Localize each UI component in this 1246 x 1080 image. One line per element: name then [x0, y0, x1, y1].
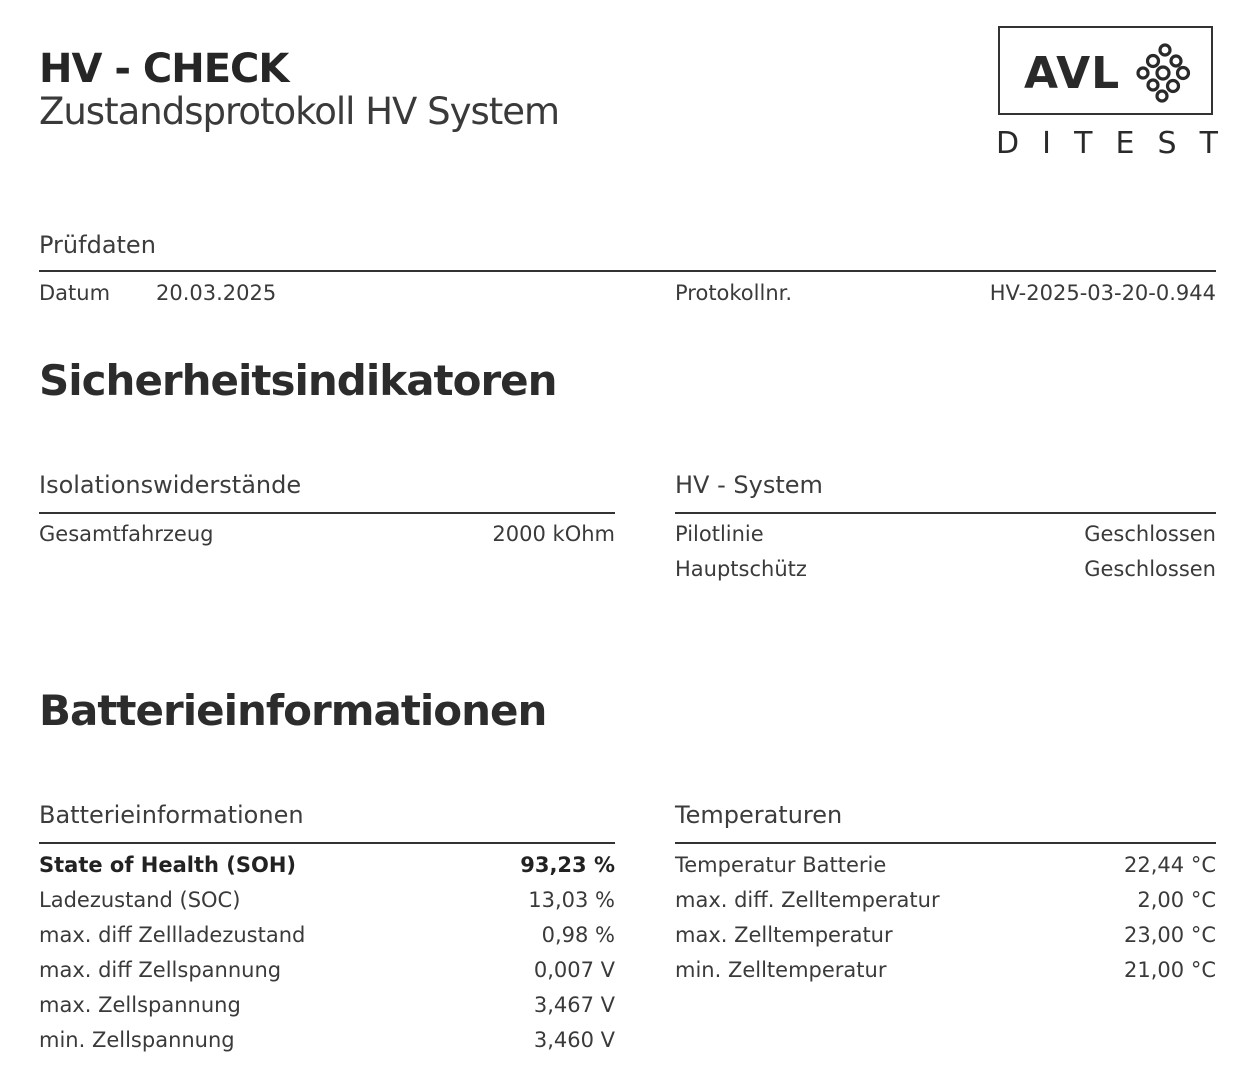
row-label: max. Zellspannung	[39, 993, 241, 1017]
table-row	[39, 1023, 615, 1058]
logo-letter: I	[1042, 126, 1052, 161]
logo-letter: S	[1157, 126, 1177, 161]
logo-letter: T	[1199, 126, 1218, 161]
logo-circles-icon	[1135, 42, 1193, 108]
row-value: Geschlossen	[1084, 522, 1216, 546]
batterie-info-divider	[39, 842, 615, 844]
table-row	[675, 552, 1216, 587]
temperaturen-table	[675, 848, 1216, 988]
protokoll-value: HV-2025-03-20-0.944	[989, 281, 1216, 305]
hv-system-heading: HV - System	[675, 471, 823, 499]
row-value: 2000 kOhm	[492, 522, 615, 546]
row-label: min. Zelltemperatur	[675, 958, 887, 982]
row-label: max. diff. Zelltemperatur	[675, 888, 940, 912]
table-row	[39, 517, 615, 552]
row-label: State of Health (SOH)	[39, 853, 297, 877]
row-value: 2,00 °C	[1137, 888, 1216, 912]
temperaturen-heading: Temperaturen	[675, 801, 843, 829]
row-label: Temperatur Batterie	[675, 853, 887, 877]
table-row	[675, 883, 1216, 918]
logo-text-avl: AVL	[1024, 48, 1121, 99]
table-row	[675, 953, 1216, 988]
document-subtitle: Zustandsprotokoll HV System	[39, 90, 560, 133]
pruefdaten-divider	[39, 270, 1216, 272]
isolation-table	[39, 517, 615, 552]
row-value: 23,00 °C	[1124, 923, 1216, 947]
row-value: 3,460 V	[533, 1028, 615, 1052]
logo-letter: T	[1074, 126, 1093, 161]
row-value: Geschlossen	[1084, 557, 1216, 581]
isolation-heading: Isolationswiderstände	[39, 471, 302, 499]
row-label: Gesamtfahrzeug	[39, 522, 214, 546]
hv-system-table	[675, 517, 1216, 587]
table-row	[675, 918, 1216, 953]
row-label: max. Zelltemperatur	[675, 923, 893, 947]
table-row	[39, 988, 615, 1023]
table-row	[675, 848, 1216, 883]
row-label: min. Zellspannung	[39, 1028, 235, 1052]
protokoll-label: Protokollnr.	[675, 281, 793, 305]
table-row	[39, 848, 615, 883]
temperaturen-divider	[675, 842, 1216, 844]
row-value: 93,23 %	[520, 853, 615, 877]
row-label: Pilotlinie	[675, 522, 764, 546]
row-value: 0,007 V	[533, 958, 615, 982]
table-row	[39, 883, 615, 918]
row-value: 3,467 V	[533, 993, 615, 1017]
hv-system-divider	[675, 512, 1216, 514]
sicherheit-heading: Sicherheitsindikatoren	[39, 356, 557, 405]
row-label: max. diff Zellspannung	[39, 958, 282, 982]
isolation-divider	[39, 512, 615, 514]
row-label: Hauptschütz	[675, 557, 807, 581]
table-row	[39, 918, 615, 953]
row-label: Ladezustand (SOC)	[39, 888, 241, 912]
row-value: 0,98 %	[541, 923, 615, 947]
logo-letter: E	[1115, 126, 1135, 161]
table-row	[39, 953, 615, 988]
datum-value: 20.03.2025	[156, 281, 277, 305]
row-value: 13,03 %	[528, 888, 615, 912]
datum-label: Datum	[39, 281, 111, 305]
batterie-info-table	[39, 848, 615, 1058]
pruefdaten-heading: Prüfdaten	[39, 231, 156, 259]
row-value: 21,00 °C	[1124, 958, 1216, 982]
logo-letter: D	[996, 126, 1020, 161]
batterie-heading: Batterieinformationen	[39, 686, 547, 735]
row-value: 22,44 °C	[1124, 853, 1216, 877]
table-row	[675, 517, 1216, 552]
row-label: max. diff Zellladezustand	[39, 923, 306, 947]
logo-text-ditest	[996, 124, 1218, 164]
batterie-info-heading: Batterieinformationen	[39, 801, 304, 829]
document-title: HV - CHECK	[39, 46, 289, 92]
